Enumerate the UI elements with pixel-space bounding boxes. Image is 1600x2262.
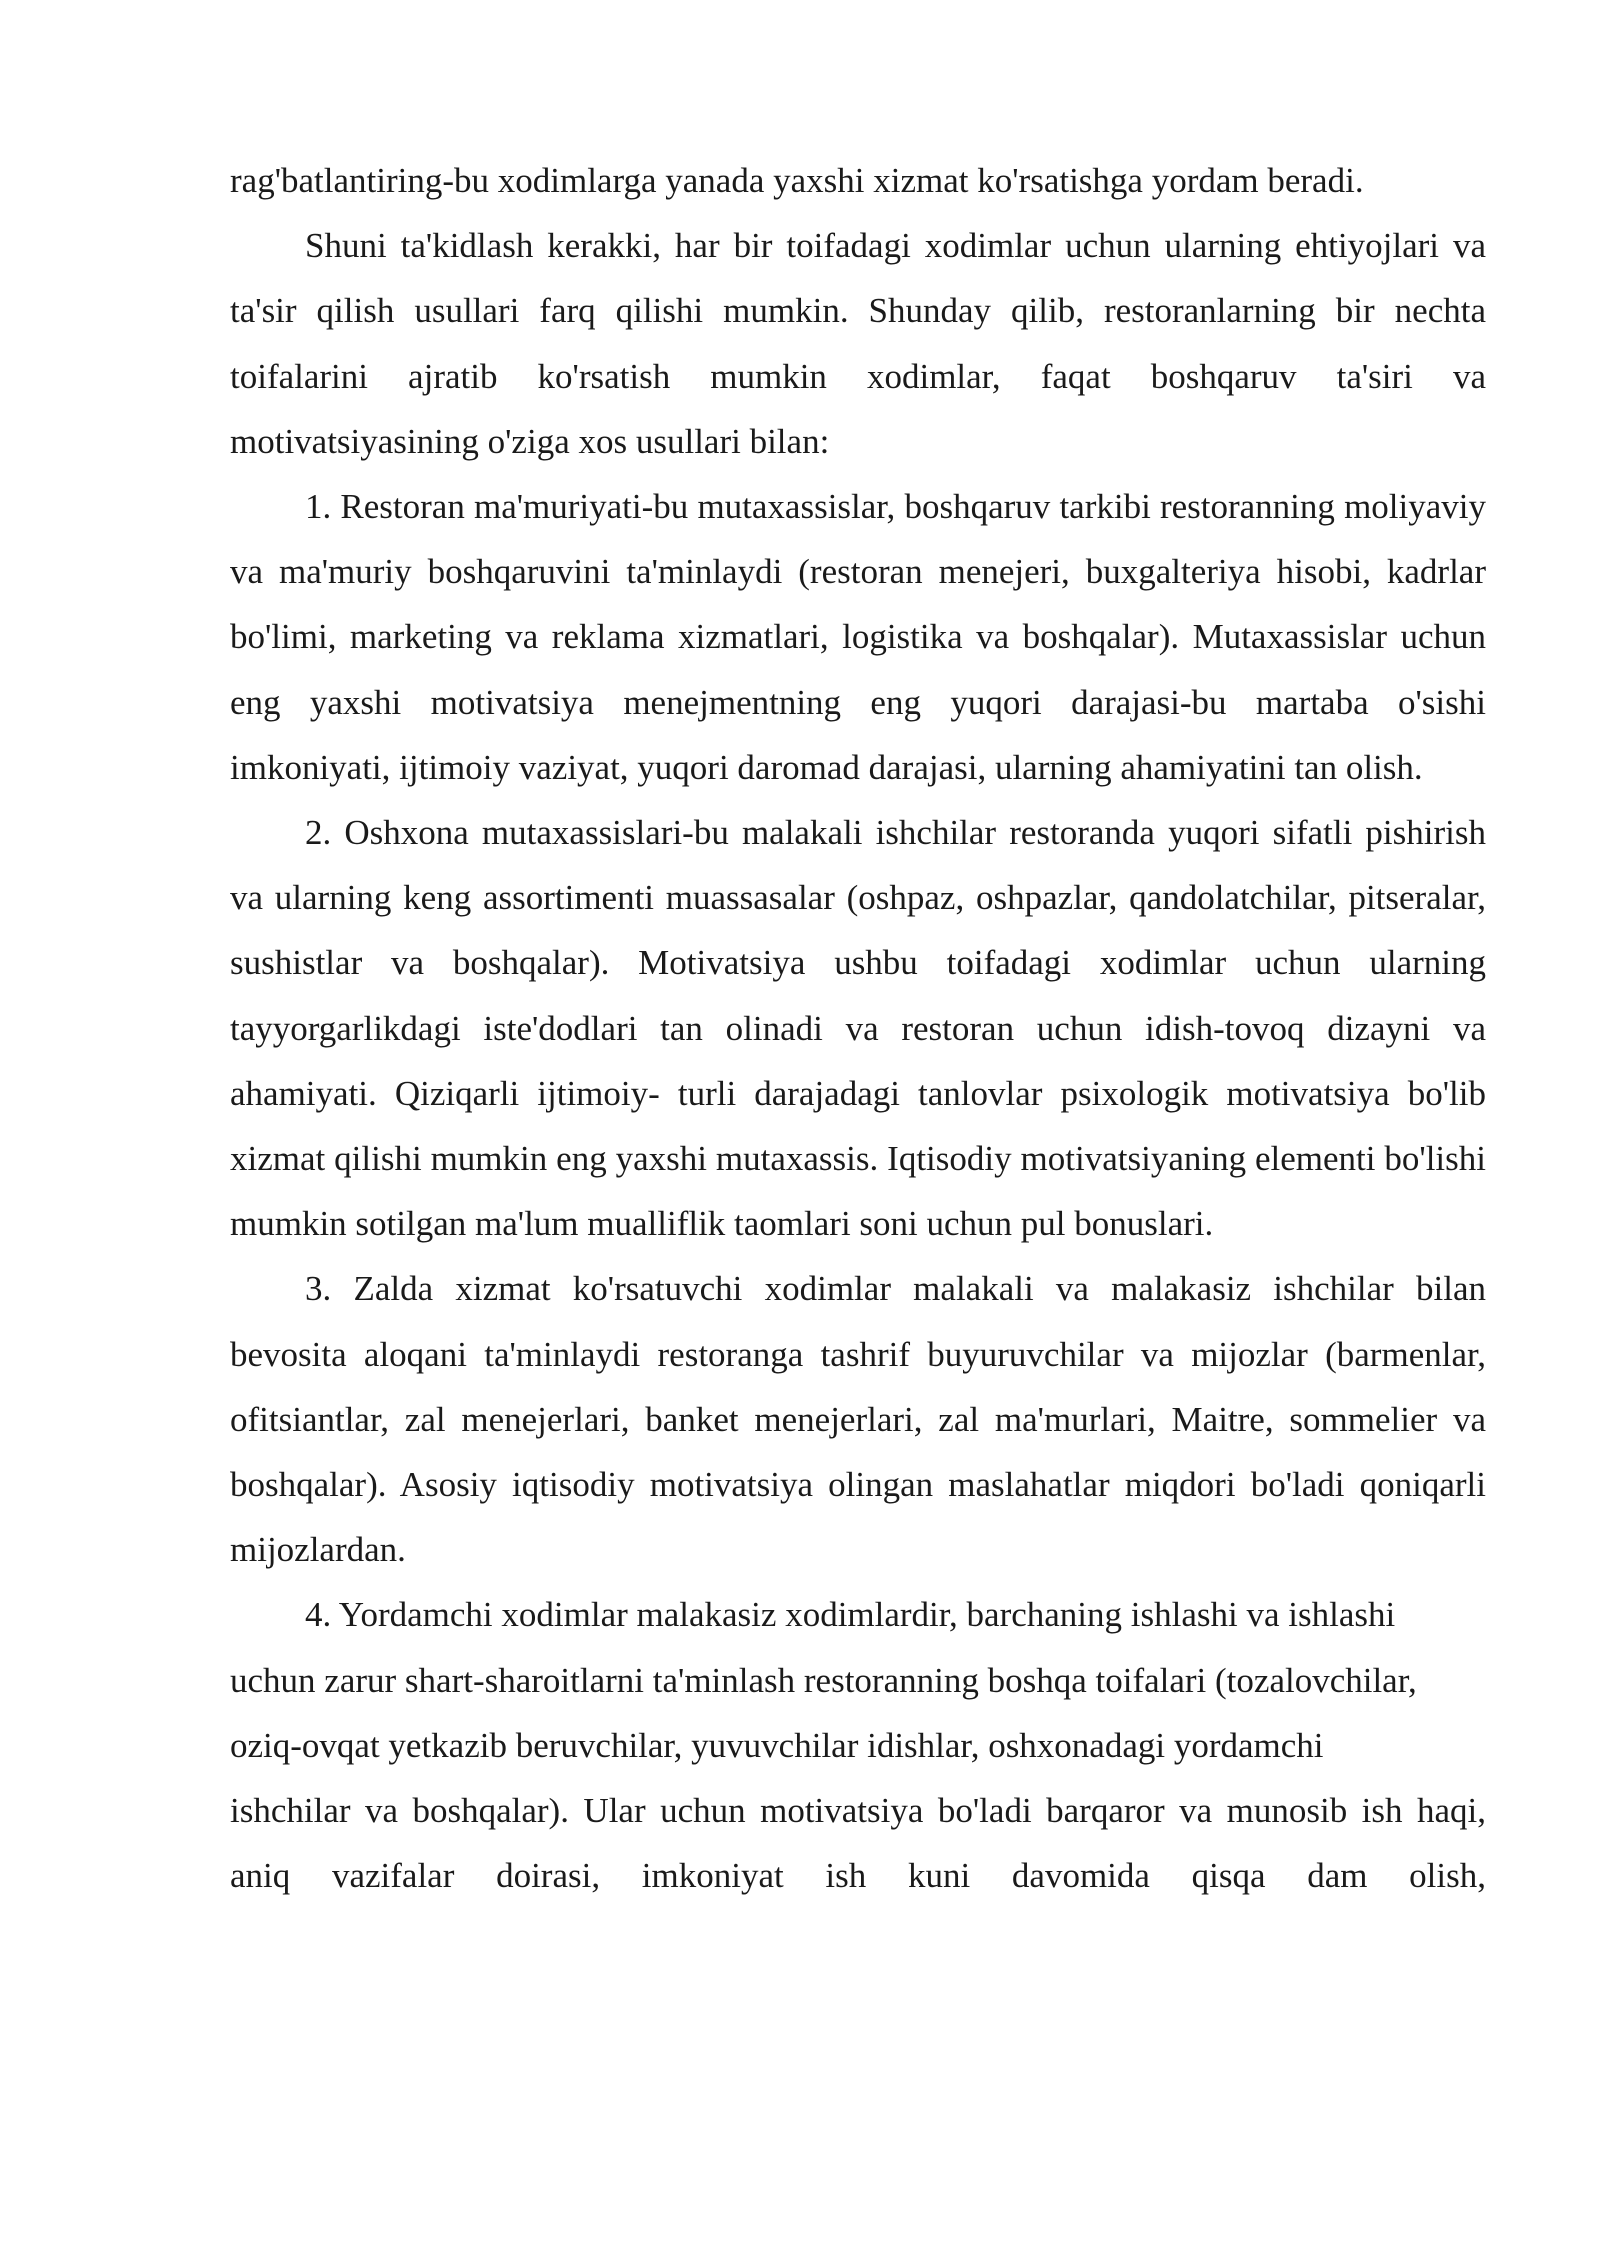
list-item-kitchen-specialists: 2. Oshxona mutaxassislari-bu malakali ishchilar restoranda yuqori sifatli pishirish va ularning keng assortimenti muassasalar (oshpaz, oshpazlar, qandolatchilar, pitseralar, sushistlar va boshqalar). Motivatsiya ushbu toifadagi xodimlar uchun ularning tayyorgarlikdagi iste'dodlari tan olinadi va restoran uchun idish-tovoq dizayni va ahamiyati. Qiziqarli ijtimoiy- turli darajadagi tanlovlar psixologik motivatsiya bo'lib xizmat qilishi mumkin eng yaxshi mutaxassis. Iqtisodiy motivatsiyaning elementi bo'lishi mumkin sotilgan ma'lum mualliflik taomlari soni uchun pul bonuslari. <box>230 813 1486 1244</box>
paragraph-continuation: rag'batlantiring-bu xodimlarga yanada yaxshi xizmat ko'rsatishga yordam beradi. <box>230 161 1364 200</box>
list-item-hall-staff: 3. Zalda xizmat ko'rsatuvchi xodimlar malakali va malakasiz ishchilar bilan bevosita aloqani ta'minlaydi restoranga tashrif buyuruvchilar va mijozlar (barmenlar, ofitsiantlar, zal menejerlari, banket menejerlari, zal ma'murlari, Maitre, sommelier va boshqalar). Asosiy iqtisodiy motivatsiya olingan maslahatlar miqdori bo'ladi qoniqarli mijozlardan. <box>230 1269 1486 1570</box>
paragraph-intro: Shuni ta'kidlash kerakki, har bir toifadagi xodimlar uchun ularning ehtiyojlari va ta'sir qilish usullari farq qilishi mumkin. Shunday qilib, restoranlarning bir nechta toifalarini ajratib ko'rsatish mumkin xodimlar, faqat boshqaruv ta'siri va motivatsiyasining o'ziga xos usullari bilan: <box>230 226 1486 461</box>
paragraph-support-staff-continued: ishchilar va boshqalar). Ular uchun motivatsiya bo'ladi barqaror va munosib ish haqi, aniq vazifalar doirasi, imkoniyat ish kuni davomida qisqa dam olish, <box>230 1791 1486 1896</box>
list-item-administration: 1. Restoran ma'muriyati-bu mutaxassislar, boshqaruv tarkibi restoranning moliyaviy va ma'muriy boshqaruvini ta'minlaydi (restoran menejeri, buxgalteriya hisobi, kadrlar bo'limi, marketing va reklama xizmatlari, logistika va boshqalar). Mutaxassislar uchun eng yaxshi motivatsiya menejmentning eng yuqori darajasi-bu martaba o'sishi imkoniyati, ijtimoiy vaziyat, yuqori daromad darajasi, ularning ahamiyatini tan olish. <box>230 487 1486 787</box>
list-item-support-staff: 4. Yordamchi xodimlar malakasiz xodimlardir, barchaning ishlashi va ishlashi uchun zarur shart-sharoitlarni ta'minlash restoranning boshqa toifalari (tozalovchilar, oziq-ovqat yetkazib beruvchilar, yuvuvchilar idishlar, oshxonadagi yordamchi <box>230 1595 1417 1765</box>
document-page <box>230 148 1486 1908</box>
